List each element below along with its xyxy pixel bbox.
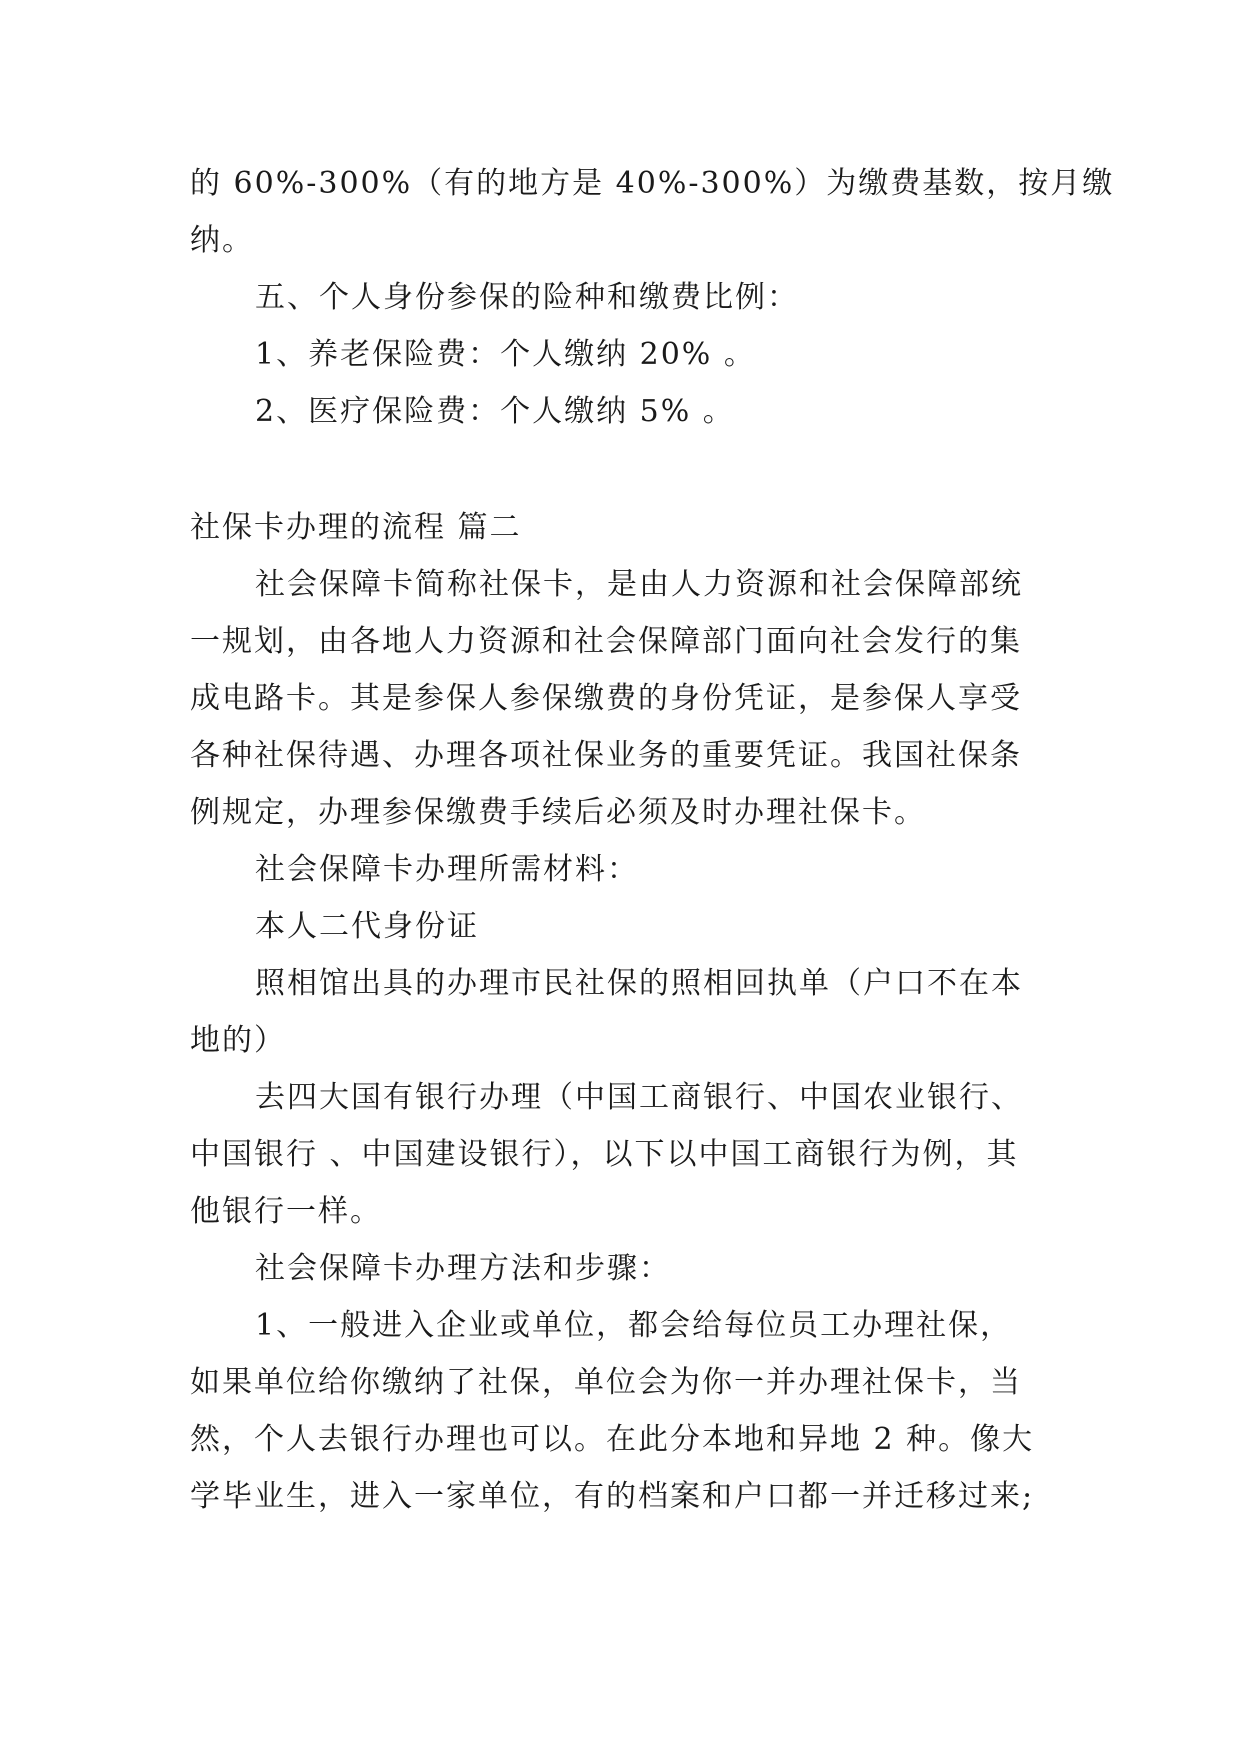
paragraph-line: 然，个人去银行办理也可以。在此分本地和异地 2 种。像大	[190, 1422, 1035, 1457]
list-item: 去四大国有银行办理（中国工商银行、中国农业银行、	[255, 1080, 1023, 1115]
paragraph-line: 的 60%-300%（有的地方是 40%-300%）为缴费基数，按月缴	[190, 166, 1115, 201]
section-title: 社保卡办理的流程 篇二	[190, 510, 522, 545]
list-item: 1、一般进入企业或单位，都会给每位员工办理社保，	[255, 1308, 1013, 1343]
paragraph-line: 社会保障卡办理所需材料：	[255, 852, 639, 887]
paragraph-line: 纳。	[190, 223, 254, 258]
paragraph-line: 地的）	[190, 1023, 286, 1058]
paragraph-line: 各种社保待遇、办理各项社保业务的重要凭证。我国社保条	[190, 738, 1022, 773]
paragraph-line: 他银行一样。	[190, 1194, 382, 1229]
paragraph-line: 例规定，办理参保缴费手续后必须及时办理社保卡。	[190, 795, 926, 830]
section-heading: 社会保障卡办理方法和步骤：	[255, 1251, 671, 1286]
section-heading: 五、个人身份参保的险种和缴费比例：	[255, 280, 799, 315]
paragraph-line: 如果单位给你缴纳了社保，单位会为你一并办理社保卡，当	[190, 1365, 1022, 1400]
paragraph-line: 一规划，由各地人力资源和社会保障部门面向社会发行的集	[190, 624, 1022, 659]
paragraph-line: 成电路卡。其是参保人参保缴费的身份凭证，是参保人享受	[190, 681, 1022, 716]
list-item: 本人二代身份证	[255, 909, 479, 944]
paragraph-line: 中国银行 、中国建设银行），以下以中国工商银行为例，其	[190, 1137, 1019, 1172]
list-item: 2、医疗保险费：个人缴纳 5% 。	[255, 394, 735, 429]
list-item: 照相馆出具的办理市民社保的照相回执单（户口不在本	[255, 966, 1023, 1001]
paragraph-line: 学毕业生，进入一家单位，有的档案和户口都一并迁移过来;	[190, 1479, 1035, 1514]
paragraph-line: 社会保障卡简称社保卡，是由人力资源和社会保障部统	[255, 567, 1023, 602]
list-item: 1、养老保险费：个人缴纳 20% 。	[255, 337, 756, 372]
